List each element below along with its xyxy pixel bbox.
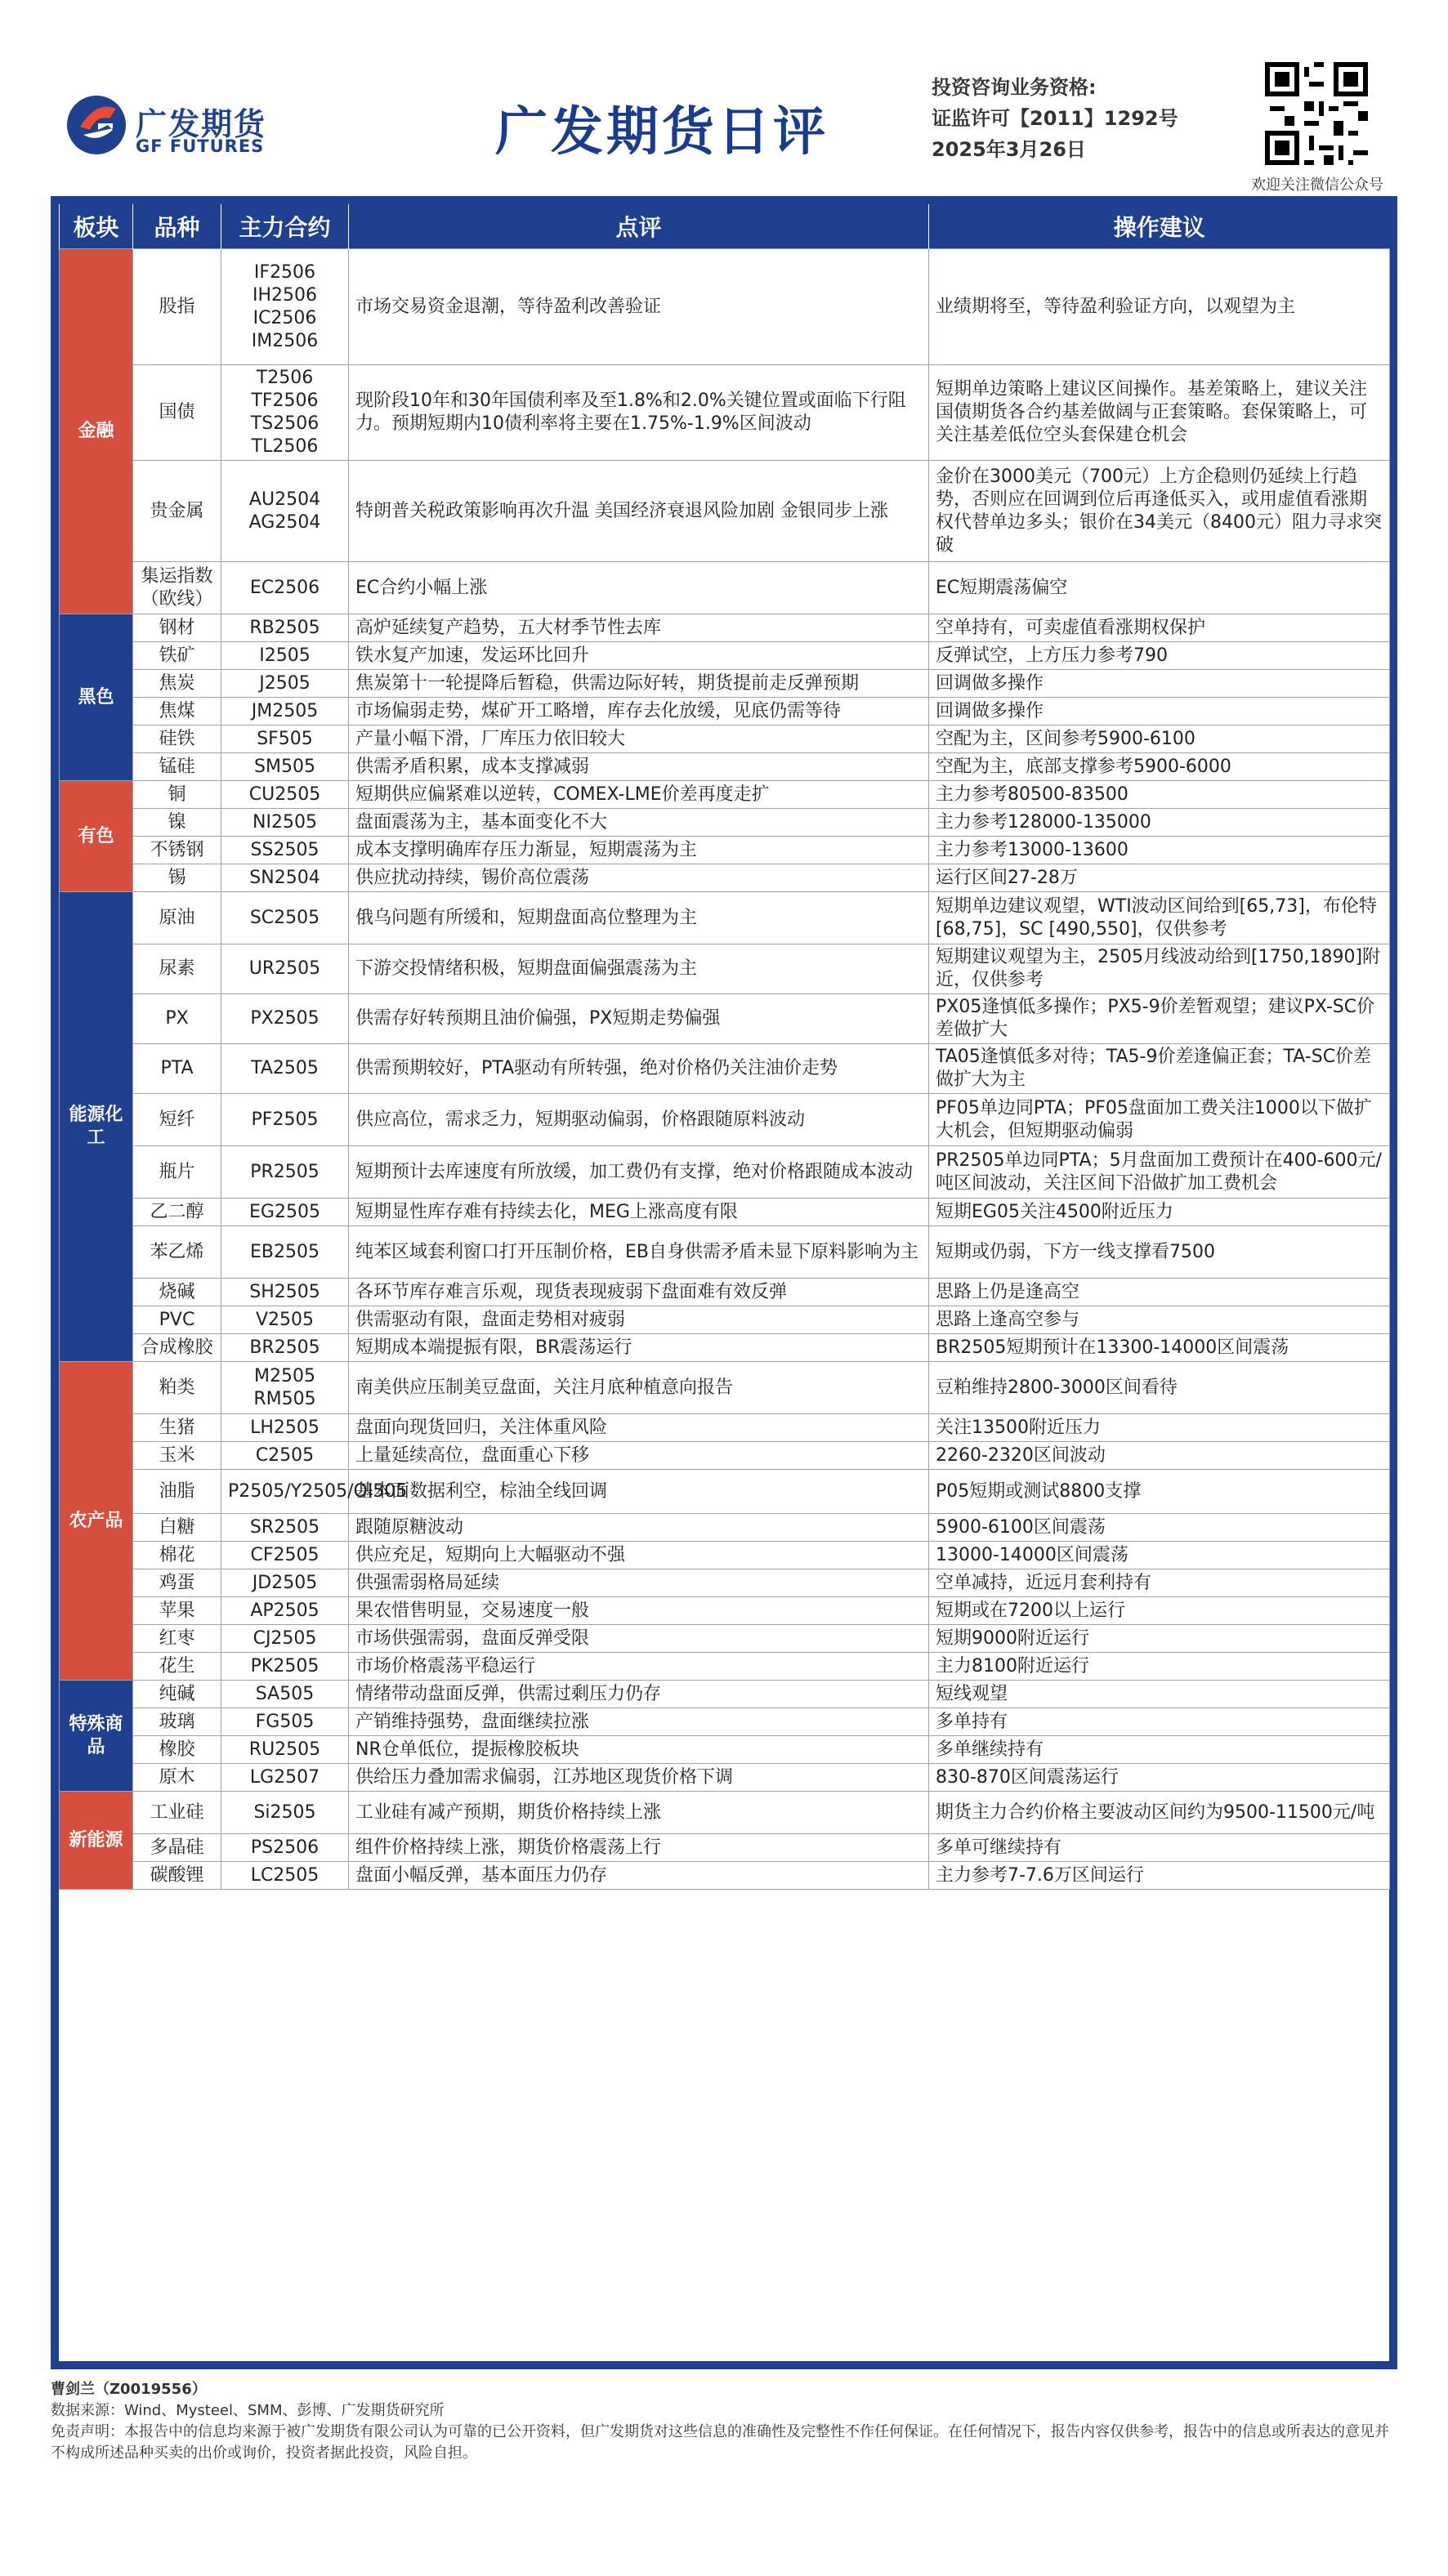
logo-en-text: GF FUTURES bbox=[136, 136, 265, 156]
comment-cell: 市场交易资金退潮，等待盈利改善验证 bbox=[349, 249, 929, 365]
comment-cell: 纯苯区域套利窗口打开压制价格，EB自身供需矛盾未显下原料影响为主 bbox=[349, 1226, 929, 1279]
advice-cell: 关注13500附近压力 bbox=[929, 1414, 1390, 1442]
advice-cell: PR2505单边同PTA；5月盘面加工费预计在400-600元/吨区间波动，关注区间下沿做扩加工费机会 bbox=[929, 1146, 1390, 1199]
report-footer bbox=[51, 2379, 1397, 2464]
contract-cell: JM2505 bbox=[221, 698, 349, 725]
table-row bbox=[60, 781, 1390, 809]
contract-cell: LG2507 bbox=[221, 1764, 349, 1792]
contract-cell: T2506 TF2506 TS2506 TL2506 bbox=[221, 365, 349, 461]
product-cell: 原油 bbox=[133, 892, 221, 944]
contract-cell: SM505 bbox=[221, 753, 349, 781]
product-cell: 不锈钢 bbox=[133, 837, 221, 864]
comment-cell: 短期成本端提振有限，BR震荡运行 bbox=[349, 1334, 929, 1362]
advice-cell: PX05逢慎低多操作；PX5-9价差暂观望；建议PX-SC价差做扩大 bbox=[929, 994, 1390, 1044]
advice-cell: 期货主力合约价格主要波动区间约为9500-11500元/吨 bbox=[929, 1792, 1390, 1834]
contract-cell: SC2505 bbox=[221, 892, 349, 944]
advice-cell: 主力参考128000-135000 bbox=[929, 809, 1390, 837]
advice-cell: 空单持有，可卖虚值看涨期权保护 bbox=[929, 614, 1390, 642]
product-cell: 镍 bbox=[133, 809, 221, 837]
comment-cell: 短期预计去库速度有所放缓，加工费仍有支撑，绝对价格跟随成本波动 bbox=[349, 1146, 929, 1199]
table-row bbox=[60, 1334, 1390, 1362]
contract-cell: JD2505 bbox=[221, 1569, 349, 1597]
comment-cell: 产量小幅下滑，厂库压力依旧较大 bbox=[349, 725, 929, 753]
contract-cell: SR2505 bbox=[221, 1514, 349, 1542]
product-cell: 白糖 bbox=[133, 1514, 221, 1542]
advice-cell: P05短期或测试8800支撑 bbox=[929, 1470, 1390, 1514]
product-cell: 股指 bbox=[133, 249, 221, 365]
contract-cell: NI2505 bbox=[221, 809, 349, 837]
contract-cell: SS2505 bbox=[221, 837, 349, 864]
comment-cell: 供应充足，短期向上大幅驱动不强 bbox=[349, 1542, 929, 1569]
product-cell: 工业硅 bbox=[133, 1792, 221, 1834]
advice-cell: 业绩期将至，等待盈利验证方向，以观望为主 bbox=[929, 249, 1390, 365]
qr-code-icon bbox=[1265, 62, 1368, 165]
product-cell: PTA bbox=[133, 1044, 221, 1094]
table-row bbox=[60, 670, 1390, 698]
table-row bbox=[60, 725, 1390, 753]
product-cell: 苹果 bbox=[133, 1597, 221, 1625]
advice-cell: 主力参考13000-13600 bbox=[929, 837, 1390, 864]
advice-cell: 13000-14000区间震荡 bbox=[929, 1542, 1390, 1569]
contract-cell: M2505 RM505 bbox=[221, 1362, 349, 1414]
product-cell: 鸡蛋 bbox=[133, 1569, 221, 1597]
advice-cell: 豆粕维持2800-3000区间看待 bbox=[929, 1362, 1390, 1414]
contract-cell: LC2505 bbox=[221, 1862, 349, 1890]
advice-cell: 空配为主，底部支撑参考5900-6000 bbox=[929, 753, 1390, 781]
product-cell: 钢材 bbox=[133, 614, 221, 642]
comment-cell: 上量延续高位，盘面重心下移 bbox=[349, 1442, 929, 1470]
author-line: 曹剑兰（Z0019556） bbox=[51, 2381, 207, 2398]
product-cell: 铁矿 bbox=[133, 642, 221, 670]
table-row bbox=[60, 365, 1390, 461]
advice-cell: 5900-6100区间震荡 bbox=[929, 1514, 1390, 1542]
comment-cell: 供需驱动有限，盘面走势相对疲弱 bbox=[349, 1306, 929, 1334]
product-cell: 多晶硅 bbox=[133, 1834, 221, 1862]
advice-cell: 主力参考7-7.6万区间运行 bbox=[929, 1862, 1390, 1890]
advice-cell: 反弹试空，上方压力参考790 bbox=[929, 642, 1390, 670]
table-row bbox=[60, 1199, 1390, 1226]
comment-cell: 市场供强需弱，盘面反弹受限 bbox=[349, 1625, 929, 1653]
comment-cell: 供需预期较好，PTA驱动有所转强，绝对价格仍关注油价走势 bbox=[349, 1044, 929, 1094]
contract-cell: EG2505 bbox=[221, 1199, 349, 1226]
table-row bbox=[60, 837, 1390, 864]
table-row bbox=[60, 1306, 1390, 1334]
advice-cell: 短期9000附近运行 bbox=[929, 1625, 1390, 1653]
product-cell: PX bbox=[133, 994, 221, 1044]
table-row bbox=[60, 994, 1390, 1044]
product-cell: 焦炭 bbox=[133, 670, 221, 698]
contract-cell: P2505/Y2505/OI505 bbox=[221, 1470, 349, 1514]
comment-cell: 现阶段10年和30年国债利率及至1.8%和2.0%关键位置或面临下行阻力。预期短期内10债利率将主要在1.75%-1.9%区间波动 bbox=[349, 365, 929, 461]
product-cell: 锡 bbox=[133, 864, 221, 892]
comment-cell: 市场偏弱走势，煤矿开工略增，库存去化放缓，见底仍需等待 bbox=[349, 698, 929, 725]
product-cell: 硅铁 bbox=[133, 725, 221, 753]
comment-cell: 市场价格震荡平稳运行 bbox=[349, 1653, 929, 1681]
sector-cell: 特殊商品 bbox=[60, 1681, 133, 1792]
product-cell: 油脂 bbox=[133, 1470, 221, 1514]
product-cell: 短纤 bbox=[133, 1094, 221, 1146]
advice-cell: 多单可继续持有 bbox=[929, 1834, 1390, 1862]
comment-cell: 供应高位，需求乏力，短期驱动偏弱，价格跟随原料波动 bbox=[349, 1094, 929, 1146]
comment-cell: 焦炭第十一轮提降后暂稳，供需边际好转，期货提前走反弹预期 bbox=[349, 670, 929, 698]
table-row bbox=[60, 1414, 1390, 1442]
product-cell: 纯碱 bbox=[133, 1681, 221, 1708]
advice-cell: EC短期震荡偏空 bbox=[929, 562, 1390, 614]
table-row bbox=[60, 642, 1390, 670]
contract-cell: C2505 bbox=[221, 1442, 349, 1470]
sector-cell: 黑色 bbox=[60, 614, 133, 781]
comment-cell: 短期显性库存难有持续去化，MEG上涨高度有限 bbox=[349, 1199, 929, 1226]
advice-cell: 运行区间27-28万 bbox=[929, 864, 1390, 892]
product-cell: 橡胶 bbox=[133, 1736, 221, 1764]
advice-cell: 2260-2320区间波动 bbox=[929, 1442, 1390, 1470]
contract-cell: RB2505 bbox=[221, 614, 349, 642]
contract-cell: PR2505 bbox=[221, 1146, 349, 1199]
contract-cell: PS2506 bbox=[221, 1834, 349, 1862]
disclaimer-text: 免责声明：本报告中的信息均来源于被广发期货有限公司认为可靠的已公开资料，但广发期货对这些信息的准确性及完整性不作任何保证。在任何情况下，报告内容仅供参考，报告中的信息或所表达的意见并不构成所述品种买卖的出价或询价，投资者据此投资，风险自担。 bbox=[51, 2423, 1389, 2462]
comment-cell: 基本面数据利空，棕油全线回调 bbox=[349, 1470, 929, 1514]
advice-cell: PF05单边同PTA；PF05盘面加工费关注1000以下做扩大机会，但短期驱动偏弱 bbox=[929, 1094, 1390, 1146]
table-header-row bbox=[60, 204, 1390, 249]
advice-cell: 金价在3000美元（700元）上方企稳则仍延续上行趋势，否则应在回调到位后再逢低买入，或用虚值看涨期权代替单边多头；银价在34美元（8400元）阻力寻求突破 bbox=[929, 461, 1390, 562]
report-header bbox=[0, 0, 1448, 196]
product-cell: 尿素 bbox=[133, 944, 221, 994]
advice-cell: BR2505短期预计在13300-14000区间震荡 bbox=[929, 1334, 1390, 1362]
table-row bbox=[60, 809, 1390, 837]
table-row bbox=[60, 614, 1390, 642]
table-row bbox=[60, 698, 1390, 725]
gf-futures-logo bbox=[65, 94, 278, 167]
license-line-2: 证监许可【2011】1292号 bbox=[932, 107, 1178, 130]
product-cell: 集运指数（欧线） bbox=[133, 562, 221, 614]
advice-cell: 回调做多操作 bbox=[929, 670, 1390, 698]
table-row bbox=[60, 1862, 1390, 1890]
advice-cell: 主力8100附近运行 bbox=[929, 1653, 1390, 1681]
advice-cell: 空配为主，区间参考5900-6100 bbox=[929, 725, 1390, 753]
advice-cell: 短期或仍弱，下方一线支撑看7500 bbox=[929, 1226, 1390, 1279]
table-row bbox=[60, 1514, 1390, 1542]
advice-cell: 830-870区间震荡运行 bbox=[929, 1764, 1390, 1792]
contract-cell: AP2505 bbox=[221, 1597, 349, 1625]
contract-cell: CU2505 bbox=[221, 781, 349, 809]
table-row bbox=[60, 461, 1390, 562]
comment-cell: 南美供应压制美豆盘面，关注月底种植意向报告 bbox=[349, 1362, 929, 1414]
comment-cell: 情绪带动盘面反弹，供需过剩压力仍存 bbox=[349, 1681, 929, 1708]
table-row bbox=[60, 1470, 1390, 1514]
advice-cell: 短期或在7200以上运行 bbox=[929, 1597, 1390, 1625]
contract-cell: TA2505 bbox=[221, 1044, 349, 1094]
table-row bbox=[60, 1681, 1390, 1708]
product-cell: 棉花 bbox=[133, 1542, 221, 1569]
sector-cell: 能源化工 bbox=[60, 892, 133, 1362]
comment-cell: 铁水复产加速，发运环比回升 bbox=[349, 642, 929, 670]
contract-cell: RU2505 bbox=[221, 1736, 349, 1764]
comment-cell: NR仓单低位，提振橡胶板块 bbox=[349, 1736, 929, 1764]
contract-cell: CJ2505 bbox=[221, 1625, 349, 1653]
table-row bbox=[60, 1362, 1390, 1414]
advice-cell: 短期单边建议观望，WTI波动区间给到[65,73]，布伦特 [68,75]，SC [490,550]，仅供参考 bbox=[929, 892, 1390, 944]
table-row bbox=[60, 1625, 1390, 1653]
advice-cell: 多单继续持有 bbox=[929, 1736, 1390, 1764]
comment-cell: 成本支撑明确库存压力渐显，短期震荡为主 bbox=[349, 837, 929, 864]
contract-cell: PX2505 bbox=[221, 994, 349, 1044]
product-cell: 原木 bbox=[133, 1764, 221, 1792]
comment-cell: 特朗普关税政策影响再次升温 美国经济衰退风险加剧 金银同步上涨 bbox=[349, 461, 929, 562]
table-row bbox=[60, 1094, 1390, 1146]
table-row bbox=[60, 753, 1390, 781]
comment-cell: 供应扰动持续，锡价高位震荡 bbox=[349, 864, 929, 892]
table-row bbox=[60, 1044, 1390, 1094]
table-row bbox=[60, 1653, 1390, 1681]
advice-cell: 短期单边策略上建议区间操作。基差策略上，建议关注国债期货各合约基差做阔与正套策略。套保策略上，可关注基差低位空头套保建仓机会 bbox=[929, 365, 1390, 461]
table-row bbox=[60, 892, 1390, 944]
comment-cell: 供需矛盾积累，成本支撑减弱 bbox=[349, 753, 929, 781]
product-cell: 苯乙烯 bbox=[133, 1226, 221, 1279]
comment-cell: 盘面向现货回归，关注体重风险 bbox=[349, 1414, 929, 1442]
contract-cell: SH2505 bbox=[221, 1279, 349, 1306]
comment-cell: 下游交投情绪积极，短期盘面偏强震荡为主 bbox=[349, 944, 929, 994]
table-row bbox=[60, 1764, 1390, 1792]
license-block bbox=[932, 72, 1178, 165]
advice-cell: 主力参考80500-83500 bbox=[929, 781, 1390, 809]
contract-cell: IF2506 IH2506 IC2506 IM2506 bbox=[221, 249, 349, 365]
table-row bbox=[60, 1146, 1390, 1199]
header-advice: 操作建议 bbox=[929, 204, 1390, 249]
comment-cell: 高炉延续复产趋势，五大材季节性去库 bbox=[349, 614, 929, 642]
contract-cell: EB2505 bbox=[221, 1226, 349, 1279]
comment-cell: 短期供应偏紧难以逆转，COMEX-LME价差再度走扩 bbox=[349, 781, 929, 809]
advice-cell: 回调做多操作 bbox=[929, 698, 1390, 725]
header-sector: 板块 bbox=[60, 204, 133, 249]
product-cell: 焦煤 bbox=[133, 698, 221, 725]
sector-cell: 有色 bbox=[60, 781, 133, 892]
table-row bbox=[60, 1792, 1390, 1834]
qr-caption: 欢迎关注微信公众号 bbox=[1251, 176, 1383, 194]
advice-cell: 短线观望 bbox=[929, 1681, 1390, 1708]
table-row bbox=[60, 1597, 1390, 1625]
product-cell: 合成橡胶 bbox=[133, 1334, 221, 1362]
header-contract: 主力合约 bbox=[221, 204, 349, 249]
sector-cell: 农产品 bbox=[60, 1362, 133, 1681]
advice-cell: 空单减持，近远月套利持有 bbox=[929, 1569, 1390, 1597]
comment-cell: EC合约小幅上涨 bbox=[349, 562, 929, 614]
page-title: 广发期货日评 bbox=[495, 102, 829, 163]
data-sources: 数据来源：Wind、Mysteel、SMM、彭博、广发期货研究所 bbox=[51, 2402, 445, 2419]
comment-cell: 盘面震荡为主，基本面变化不大 bbox=[349, 809, 929, 837]
sector-cell: 新能源 bbox=[60, 1792, 133, 1890]
license-line-1: 投资咨询业务资格: bbox=[932, 76, 1097, 99]
product-cell: 贵金属 bbox=[133, 461, 221, 562]
comment-cell: 果农惜售明显，交易速度一般 bbox=[349, 1597, 929, 1625]
comment-cell: 盘面小幅反弹，基本面压力仍存 bbox=[349, 1862, 929, 1890]
comment-cell: 各环节库存难言乐观，现货表现疲弱下盘面难有效反弹 bbox=[349, 1279, 929, 1306]
contract-cell: V2505 bbox=[221, 1306, 349, 1334]
table-row bbox=[60, 1542, 1390, 1569]
contract-cell: SF505 bbox=[221, 725, 349, 753]
product-cell: 玉米 bbox=[133, 1442, 221, 1470]
product-cell: 红枣 bbox=[133, 1625, 221, 1653]
table-row bbox=[60, 1279, 1390, 1306]
product-cell: 乙二醇 bbox=[133, 1199, 221, 1226]
advice-cell: 多单持有 bbox=[929, 1708, 1390, 1736]
product-cell: 花生 bbox=[133, 1653, 221, 1681]
product-cell: PVC bbox=[133, 1306, 221, 1334]
advice-cell: 短期EG05关注4500附近压力 bbox=[929, 1199, 1390, 1226]
advice-cell: 短期建议观望为主，2505月线波动给到[1750,1890]附近，仅供参考 bbox=[929, 944, 1390, 994]
comment-cell: 俄乌问题有所缓和，短期盘面高位整理为主 bbox=[349, 892, 929, 944]
advice-cell: 思路上逢高空参与 bbox=[929, 1306, 1390, 1334]
contract-cell: PK2505 bbox=[221, 1653, 349, 1681]
contract-cell: SA505 bbox=[221, 1681, 349, 1708]
table-row bbox=[60, 1226, 1390, 1279]
contract-cell: Si2505 bbox=[221, 1792, 349, 1834]
contract-cell: CF2505 bbox=[221, 1542, 349, 1569]
contract-cell: AU2504 AG2504 bbox=[221, 461, 349, 562]
table-row bbox=[60, 864, 1390, 892]
product-cell: 锰硅 bbox=[133, 753, 221, 781]
comment-cell: 供需存好转预期且油价偏强，PX短期走势偏强 bbox=[349, 994, 929, 1044]
commodity-review-table bbox=[51, 196, 1397, 2369]
comment-cell: 跟随原糖波动 bbox=[349, 1514, 929, 1542]
comment-cell: 供给压力叠加需求偏弱，江苏地区现货价格下调 bbox=[349, 1764, 929, 1792]
comment-cell: 产销维持强势，盘面继续拉涨 bbox=[349, 1708, 929, 1736]
contract-cell: FG505 bbox=[221, 1708, 349, 1736]
sector-cell: 金融 bbox=[60, 249, 133, 614]
comment-cell: 工业硅有减产预期，期货价格持续上涨 bbox=[349, 1792, 929, 1834]
table-row bbox=[60, 944, 1390, 994]
header-product: 品种 bbox=[133, 204, 221, 249]
gf-logo-icon bbox=[65, 94, 127, 156]
product-cell: 国债 bbox=[133, 365, 221, 461]
table-row bbox=[60, 1834, 1390, 1862]
contract-cell: J2505 bbox=[221, 670, 349, 698]
product-cell: 碳酸锂 bbox=[133, 1862, 221, 1890]
table-body bbox=[60, 249, 1390, 1890]
product-cell: 生猪 bbox=[133, 1414, 221, 1442]
logo-cn-text: 广发期货 bbox=[136, 106, 267, 142]
header-comment: 点评 bbox=[349, 204, 929, 249]
contract-cell: UR2505 bbox=[221, 944, 349, 994]
product-cell: 铜 bbox=[133, 781, 221, 809]
contract-cell: SN2504 bbox=[221, 864, 349, 892]
table-row bbox=[60, 249, 1390, 365]
product-cell: 玻璃 bbox=[133, 1708, 221, 1736]
advice-cell: 思路上仍是逢高空 bbox=[929, 1279, 1390, 1306]
table-row bbox=[60, 1569, 1390, 1597]
table-row bbox=[60, 1708, 1390, 1736]
product-cell: 烧碱 bbox=[133, 1279, 221, 1306]
contract-cell: LH2505 bbox=[221, 1414, 349, 1442]
contract-cell: I2505 bbox=[221, 642, 349, 670]
product-cell: 瓶片 bbox=[133, 1146, 221, 1199]
table-row bbox=[60, 1736, 1390, 1764]
table-row bbox=[60, 562, 1390, 614]
contract-cell: BR2505 bbox=[221, 1334, 349, 1362]
comment-cell: 供强需弱格局延续 bbox=[349, 1569, 929, 1597]
report-date: 2025年3月26日 bbox=[932, 138, 1086, 161]
product-cell: 粕类 bbox=[133, 1362, 221, 1414]
contract-cell: EC2506 bbox=[221, 562, 349, 614]
contract-cell: PF2505 bbox=[221, 1094, 349, 1146]
advice-cell: TA05逢慎低多对待；TA5-9价差逢偏正套；TA-SC价差做扩大为主 bbox=[929, 1044, 1390, 1094]
comment-cell: 组件价格持续上涨，期货价格震荡上行 bbox=[349, 1834, 929, 1862]
table-row bbox=[60, 1442, 1390, 1470]
